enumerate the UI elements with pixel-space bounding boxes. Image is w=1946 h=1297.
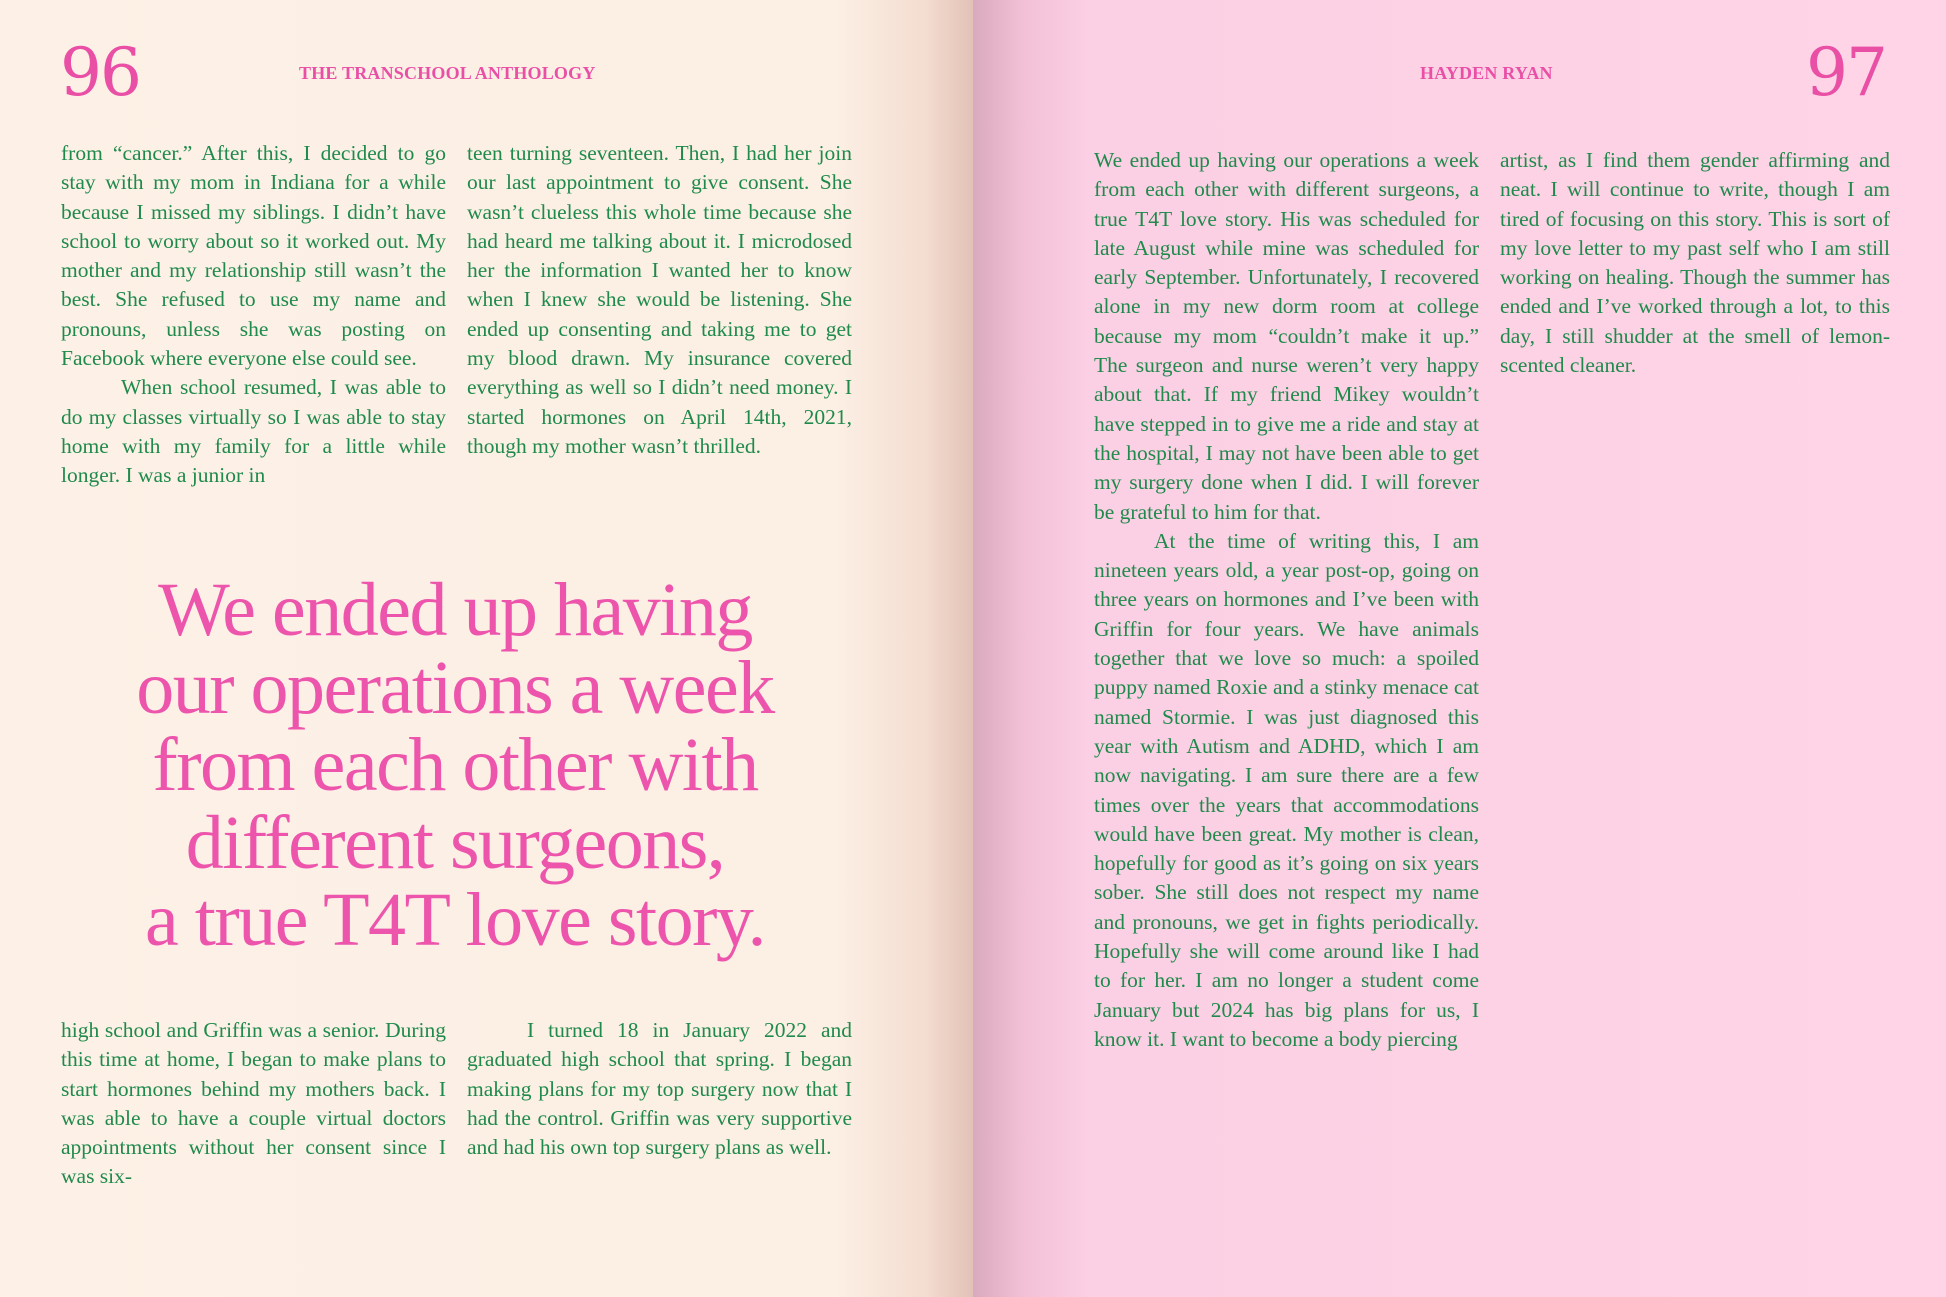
pull-quote-line: from each other with [152, 723, 758, 807]
paragraph: from “cancer.” After this, I decided to go stay with my mom in Indiana for a while because I missed my siblings. I didn’t have school to worry about so it worked out. My mother and my relationship still wasn’t the best. She refused to use my name and pronouns, unless she was posting on Facebook where everyone else could see. [61, 141, 446, 371]
paragraph: At the time of writing this, I am nineteen years old, a year post-op, going on three years on hormones and I’ve been with Griffin for four years. We have animals together that we love so much: a spoiled puppy named Roxie and a stinky menace cat named Stormie. I was just diagnosed this year with Autism and ADHD, which I am now navigating. I am sure there are a few times over the years that accommodations would have been great. My mother is clean, hopefully for good as it’s going on six years sober. She still does not respect my name and pronouns, we get in fights periodically. Hopefully she will come around like I had to for her. I am no longer a student come January but 2024 has big plans for us, I know it. I want to become a body piercing [1094, 528, 1479, 1051]
page-number-right: 97 [1806, 34, 1886, 111]
paragraph: When school resumed, I was able to do my classes virtually so I was able to stay home with my family for a little while longer. I was a junior in [61, 375, 446, 488]
paragraph: artist, as I find them gender affirming and neat. I will continue to write, though I am tired of focusing on this story. This is sort of my love letter to my past self who I am still working on healing. Though the summer has ended and I’ve worked through a lot, to this day, I still shudder at the smell of lemon-scented cleaner. [1500, 148, 1890, 378]
left-column-1 [61, 139, 446, 491]
paragraph: teen turning seventeen. Then, I had her join our last appointment to give consent. She wasn’t clueless this whole time because she had heard me talking about it. I microdosed her the information I wanted her to know when I knew she would be listening. She ended up consenting and taking me to get my blood drawn. My insurance covered everything as well so I didn’t need money. I started hormones on April 14th, 2021, though my mother wasn’t thrilled. [467, 141, 852, 458]
right-column-2 [1500, 146, 1890, 380]
pull-quote-line: We ended up having [158, 568, 752, 652]
pull-quote-line: different surgeons, [185, 800, 725, 885]
left-column-2 [467, 139, 852, 461]
running-head-right: HAYDEN RYAN [1420, 63, 1553, 83]
left-column-4 [467, 1016, 852, 1162]
right-column-1 [1094, 146, 1479, 1054]
pull-quote [60, 568, 850, 962]
paragraph: We ended up having our operations a week from each other with different surgeons, a true T4T love story. His was scheduled for late August while mine was scheduled for early September. Unfortunately, I recovered alone in my new dorm room at college because my mom “couldn’t make it up.” The surgeon and nurse weren’t very happy about that. If my friend Mikey wouldn’t have stepped in to give me a ride and stay at the hospital, I may not have been able to get my surgery done when I did. I will forever be grateful to him for that. [1094, 148, 1479, 524]
left-column-3 [61, 1016, 446, 1192]
running-head-left: THE TRANSCHOOL ANTHOLOGY [299, 63, 596, 83]
pull-quote-line: our operations a week [136, 645, 774, 730]
paragraph: I turned 18 in January 2022 and graduated high school that spring. I began making plans for my top surgery now that I had the control. Griffin was very supportive and had his own top surgery plans as well. [467, 1018, 852, 1160]
page-number-left: 96 [60, 34, 140, 111]
pull-quote-line: a true T4T love story. [145, 878, 765, 962]
paragraph: high school and Griffin was a senior. During this time at home, I began to make plans to start hormones behind my mothers back. I was able to have a couple virtual doctors appointments without her consent since I was six- [61, 1018, 446, 1189]
